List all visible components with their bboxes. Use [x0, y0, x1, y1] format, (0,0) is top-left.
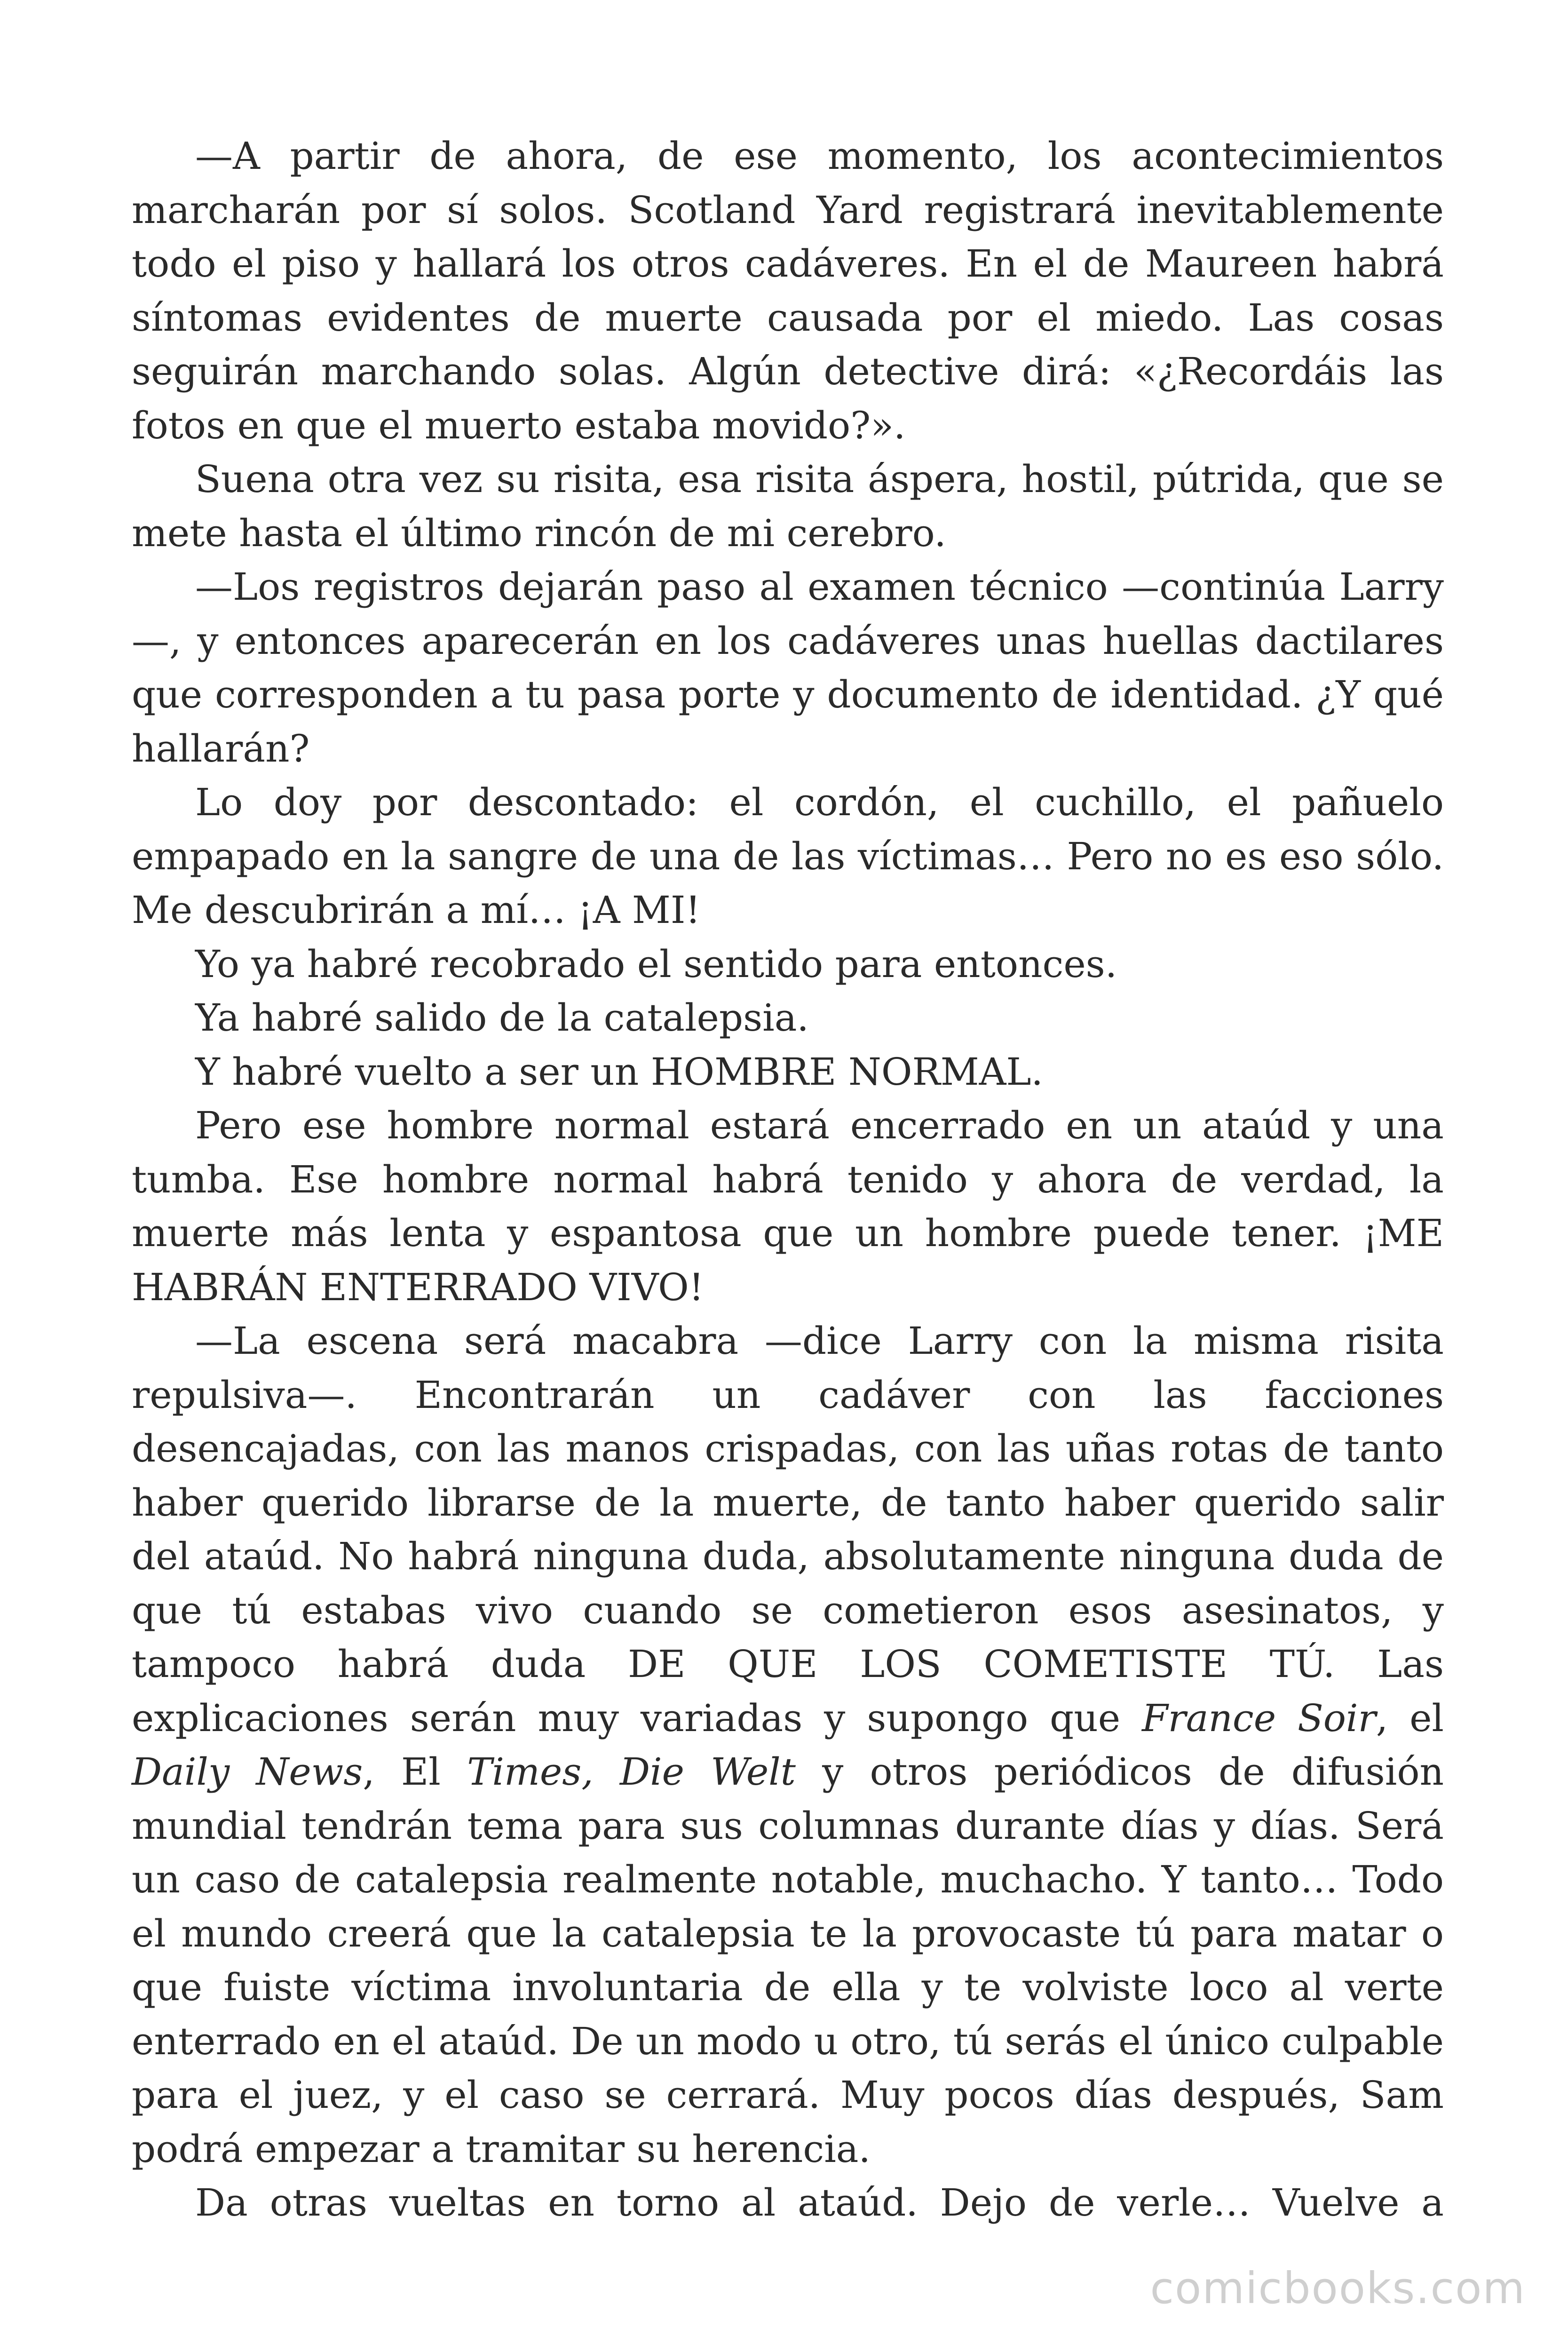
paragraph: Suena otra vez su risita, esa risita áspera, hostil, pútrida, que se mete hasta el último rincón de mi cerebro. — [132, 457, 1444, 555]
paragraph: —A partir de ahora, de ese momento, los acontecimientos marcharán por sí solos. Scotland Yard registrará inevitablemente todo el piso y hallará los otros cadáveres. En el de Maureen habrá síntomas evidentes de muerte causada por el miedo. Las cosas seguirán marchando solas. Algún detective dirá: «¿Recordáis las fotos en que el muerto estaba movido?». — [132, 134, 1444, 447]
watermark: comicbooks.com — [1150, 2263, 1526, 2313]
newspaper-name: Daily News — [132, 1750, 363, 1794]
paragraph: Lo doy por descontado: el cordón, el cuchillo, el pañuelo empapado en la sangre de una de las víctimas… Pero no es eso sólo. Me descubrirán a mí… ¡A MI! — [132, 780, 1444, 932]
paragraph-long — [132, 1314, 1444, 2176]
paragraph: Pero ese hombre normal estará encerrado en un ataúd y una tumba. Ese hombre normal habrá tenido y ahora de verdad, la muerte más lenta y espantosa que un hombre puede tener. ¡ME HABRÁN ENTERRADO VIVO! — [132, 1104, 1444, 1309]
text-segment: —La escena será macabra —dice Larry con la misma risita repulsiva—. Encontrarán un cadáver con las facciones desencajadas, con las manos crispadas, con las uñas rotas de tanto haber querido librarse de la muerte, de tanto haber querido salir del ataúd. No habrá ninguna duda, absolutamente ninguna duda de que tú estabas vivo cuando se cometieron esos asesinatos, y tampoco habrá duda DE QUE LOS COMETISTE TÚ. Las explicaciones serán muy variadas y supongo que — [132, 1319, 1444, 1740]
paragraph-last: Da otras vueltas en torno al ataúd. Dejo de verle… Vuelve a — [195, 2181, 1444, 2225]
paragraph: Y habré vuelto a ser un HOMBRE NORMAL. — [195, 1049, 1043, 1094]
page-body — [132, 129, 1444, 2230]
text-segment: , el — [1376, 1696, 1444, 1740]
text-segment: , El — [363, 1750, 467, 1794]
paragraph: Yo ya habré recobrado el sentido para entonces. — [195, 942, 1117, 986]
paragraph: —Los registros dejarán paso al examen técnico —continúa Larry —, y entonces aparecerán en los cadáveres unas huellas dactilares que corresponden a tu pasa porte y documento de identidad. ¿Y qué hallarán? — [132, 565, 1444, 771]
paragraph: Ya habré salido de la catalepsia. — [195, 996, 809, 1040]
text-segment: y otros periódicos de difusión mundial tendrán tema para sus columnas durante días y días. Será un caso de catalepsia realmente notable, muchacho. Y tanto… Todo el mundo creerá que la catalepsia te la provocaste tú para matar o que fuiste víctima involuntaria de ella y te volviste loco al verte enterrado en el ataúd. De un modo u otro, tú serás el único culpable para el juez, y el caso se cerrará. Muy pocos días después, Sam podrá empezar a tramitar su herencia. — [132, 1750, 1444, 2171]
newspaper-name: France Soir — [1141, 1696, 1376, 1740]
newspaper-name: Times, Die Welt — [467, 1750, 796, 1794]
